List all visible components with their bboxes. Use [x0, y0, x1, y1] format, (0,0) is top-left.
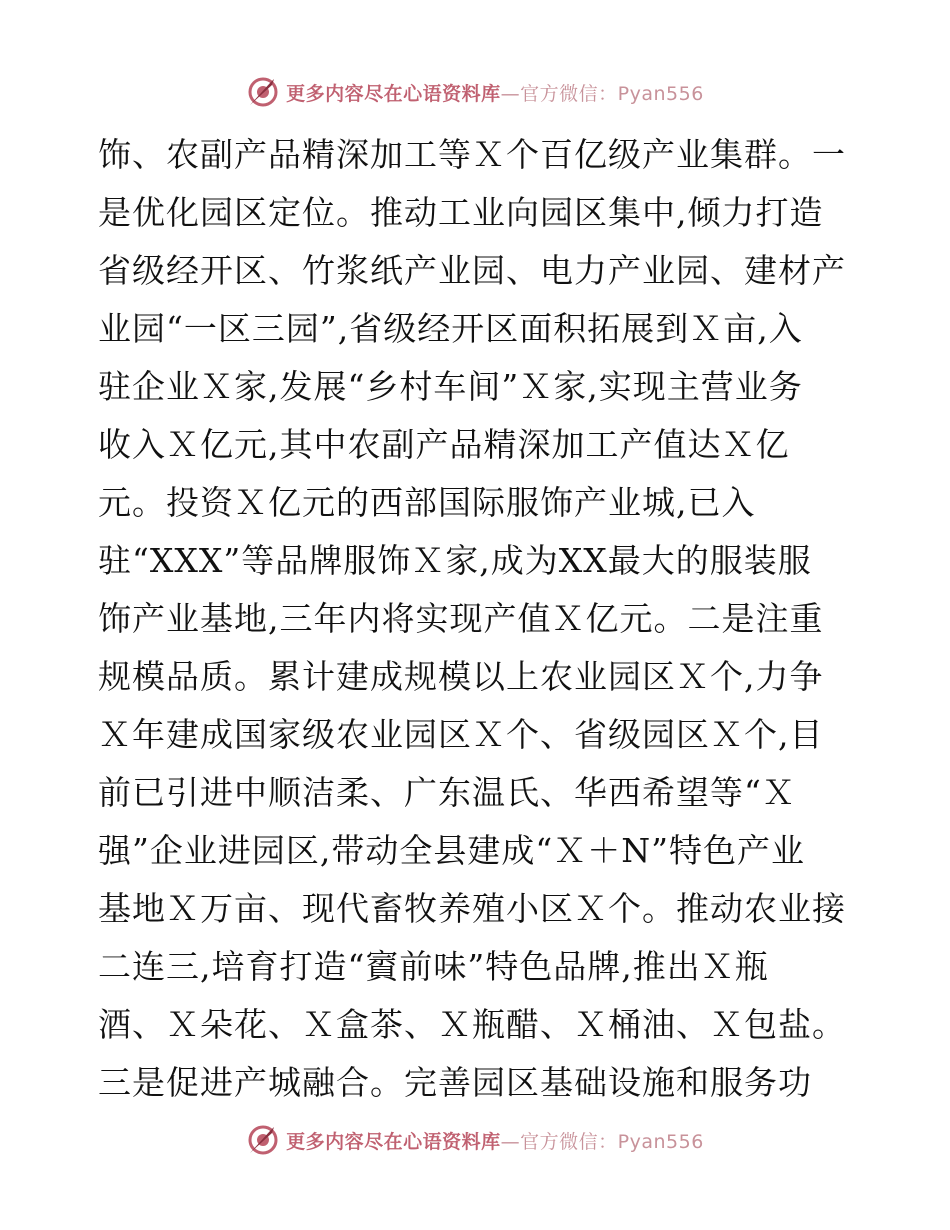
- watermark-text: [286, 79, 704, 106]
- watermark-separator: —: [500, 82, 521, 105]
- watermark-footer: [0, 1120, 950, 1160]
- quill-seal-icon: [246, 1123, 280, 1157]
- watermark-header: [0, 72, 950, 112]
- quill-seal-icon: [246, 75, 280, 109]
- watermark-brand: 更多内容尽在心语资料库: [286, 82, 501, 105]
- text-line: Ｘ年建成国家级农业园区Ｘ个、省级园区Ｘ个,目: [98, 715, 824, 754]
- text-line: 业园“一区三园”,省级经开区面积拓展到Ｘ亩,入: [98, 309, 803, 348]
- text-line: 元。投资Ｘ亿元的西部国际服饰产业城,已入: [98, 483, 756, 522]
- text-line: 三是促进产城融合。完善园区基础设施和服务功: [98, 1063, 812, 1102]
- text-line: 饰产业基地,三年内将实现产值Ｘ亿元。二是注重: [98, 599, 824, 638]
- text-line: 驻“XXX”等品牌服饰Ｘ家,成为XX最大的服装服: [98, 541, 812, 580]
- text-line: 二连三,培育打造“賨前味”特色品牌,推出Ｘ瓶: [98, 947, 769, 986]
- text-line: 驻企业Ｘ家,发展“乡村车间”Ｘ家,实现主营业务: [98, 367, 803, 406]
- watermark-official: 官方微信：Pyan556: [520, 82, 704, 105]
- watermark-separator: —: [500, 1130, 521, 1153]
- watermark-text: [286, 1127, 704, 1154]
- text-line: 酒、Ｘ朵花、Ｘ盒茶、Ｘ瓶醋、Ｘ桶油、Ｘ包盐。: [98, 1005, 846, 1044]
- text-line: 前已引进中顺洁柔、广东温氏、华西希望等“Ｘ: [98, 773, 796, 812]
- watermark-official: 官方微信：Pyan556: [520, 1130, 704, 1153]
- text-line: 是优化园区定位。推动工业向园区集中,倾力打造: [98, 193, 824, 232]
- text-line: 省级经开区、竹浆纸产业园、电力产业园、建材产: [98, 251, 846, 290]
- text-line: 饰、农副产品精深加工等Ｘ个百亿级产业集群。一: [98, 135, 846, 174]
- text-line: 基地Ｘ万亩、现代畜牧养殖小区Ｘ个。推动农业接: [98, 889, 846, 928]
- text-line: 强”企业进园区,带动全县建成“Ｘ＋N”特色产业: [98, 831, 805, 870]
- document-body: [98, 126, 858, 1112]
- text-line: 规模品质。累计建成规模以上农业园区Ｘ个,力争: [98, 657, 824, 696]
- watermark-brand: 更多内容尽在心语资料库: [286, 1130, 501, 1153]
- text-line: 收入Ｘ亿元,其中农副产品精深加工产值达Ｘ亿: [98, 425, 790, 464]
